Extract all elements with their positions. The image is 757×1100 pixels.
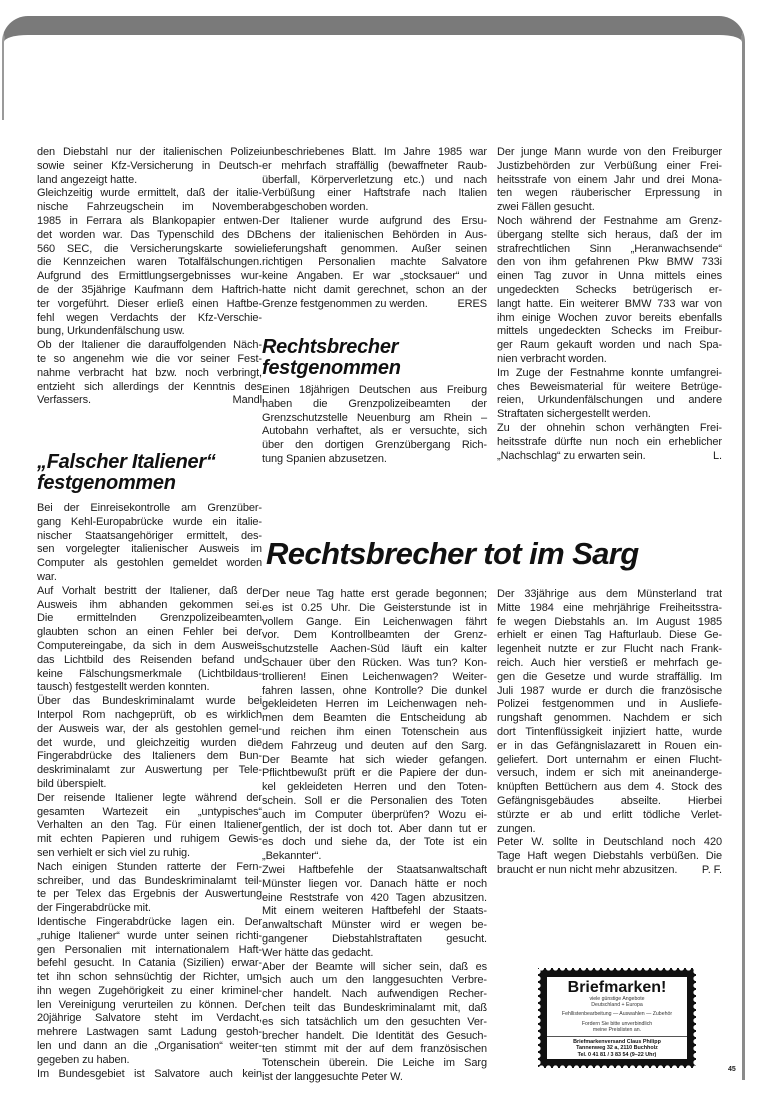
text-line: Der junge Mann wurde von den Freiburger [497,146,722,158]
paragraph [37,861,262,916]
text-line: keine Fälschungsmerkmale (Lichtbildaus- [37,667,262,680]
text-line: fe wegen Diebstahls an. Im August 1985 [497,615,722,628]
ad-title: Briefmarken! [567,979,667,996]
text-line: fahren lassen, ohne Kontrolle? Die dunkel [262,684,487,697]
text-line: es ist 0.25 Uhr. Die Geisterstunde ist in [262,601,487,614]
text-line: nische Fahrzeugschein im November [37,201,262,214]
text-line: der Ausweis war, der als gestohlen gemel- [37,722,262,735]
text-line: Auf Vorhalt bestritt der Italiener, daß der [37,584,262,597]
text-line: braucht er nun nicht mehr abzusitzen. [497,863,678,876]
text-line-with-signature [262,298,487,312]
text-line: vollem Gange. Ein Leichenwagen fährt [262,615,487,628]
text-line: Der neue Tag hatte erst gerade begonnen; [262,588,487,600]
text-line: „ruhige Italiener“ wurde unter seinen richti- [37,929,262,942]
text-line: fehl wegen Verdachts der Kfz-Verschie- [37,311,262,324]
text-line: schein. Soll er die Personalien des Toten [262,794,487,807]
text-line: tausch) festgestellt werden konnten. [37,681,210,694]
text-line: ten wegen räuberischer Erpressung in [497,187,722,200]
text-line: bung, Urkundenfälschung usw. [37,325,185,338]
text-line: abgeschoben worden. [262,201,369,214]
text-line: de der 35jährige Kaufmann dem Haftrich- [37,283,262,296]
text-line: deskriminalamt zur Auswertung per Tele- [37,764,262,777]
text-line: Gefängnisgebäudes abseilte. Hierbei [497,794,722,807]
text-line: Schauer über den Rücken. Was tun? Kon- [262,656,487,669]
paragraph [37,1068,262,1082]
text-line-with-signature [37,394,262,408]
text-line: gangener Diebstahlstraftaten gesucht. [262,932,487,945]
text-line: die Kennzeichen waren Totalfälschungen. [37,256,262,269]
text-line: Gleichzeitig wurde ermittelt, daß der italie- [37,187,262,200]
text-line: Bei der Einreisekontrolle am Grenzüber- [37,502,262,514]
text-line: Zwei Haftbefehle der Staatsanwaltschaft [262,863,487,876]
text-line: den Diebstahl nur der italienischen Polizei [37,146,262,158]
text-line: Einen 18jährigen Deutschen aus Freiburg [262,384,487,396]
text-line: Der Italiener wurde aufgrund des Ersu- [262,214,487,227]
paragraph [262,961,487,1085]
text-line: Mit einem weiteren Haftbefehl der Staats- [262,905,487,918]
author-signature: Mandl [232,394,262,407]
text-line: Nach einigen Stunden ratterte der Fern- [37,860,262,873]
text-line: entzieht sich allerdings der Kenntnis des [37,380,262,393]
text-line: Verhalten an den Tag. Für einen Italiener [37,819,262,832]
advertisement-content [547,977,687,1059]
ad-line: Fordern Sie bitte unverbindlich [581,1020,653,1027]
text-line: reien, Urkundenfälschungen und andere [497,394,722,407]
frame-fade [0,120,8,1100]
text-line: Im Bundesgebiet ist Salvatore auch kein [37,1067,262,1080]
paragraph [497,367,722,422]
text-line: Zu der ohnehin schon verhängten Frei- [497,421,722,434]
text-line: dem Fahrzeug und deuten auf den Sarg. [262,739,487,752]
text-line: „Nachschlag“ zu erwarten sein. [497,449,646,462]
headline-falscher-italiener [37,452,216,494]
headline-line-2: festgenommen [262,357,401,379]
text-line: Grenzschutzstelle Neuenburg am Rhein – [262,411,487,424]
text-line: brecher handelt. Die Identität des Gesuch- [262,1029,487,1042]
paragraph [497,146,722,215]
text-line: land angezeigt hatte. [37,173,138,186]
paragraph [262,215,487,312]
text-line: Computer als gestohlen gemeldet worden [37,557,262,570]
author-signature: L. [713,449,722,462]
headline-line-1: Rechtsbrecher [262,336,399,358]
stamp-perforation-left [535,968,541,1068]
text-line: heitsstrafe von einem Jahr und drei Mona- [497,173,722,186]
text-line: er in das Gefängnislazarett in Rouen ein- [497,739,722,752]
text-line: ches Beweismaterial für weitere Betrüge- [497,380,722,393]
stamp-advertisement [538,968,696,1068]
text-line: sen verhielt er sich viel zu ruhig. [37,846,191,859]
rechtsbrecher-festgenommen-body-mid [262,384,487,467]
text-line: Computereingabe, da sich in dem Ausweis [37,639,262,652]
text-line: ten stimmt mit der auf dem französischen [262,1043,487,1056]
headline-tot-im-sarg: Rechtsbrecher tot im Sarg [266,536,639,571]
text-line: schutzstelle Aachen-Süd läuft ein kalter [262,643,487,656]
text-line: gang Kehl-Europabrücke wurde ein italie- [37,515,262,528]
text-line: mit echten Papieren und ruhigem Gewis- [37,833,262,846]
text-line: Der reisende Italiener legte während der [37,791,262,804]
paragraph [262,588,487,864]
text-line: gentlich, der ist doch tot. Aber dann tut er [262,822,487,835]
text-line: unbeschriebenes Blatt. Im Jahre 1985 war [262,146,487,158]
text-line: Die ermittelnden Grenzpolizeibeamten [37,612,262,625]
text-line: erhielt er einen Tag Hafturlaub. Diese Ge- [497,629,722,642]
text-line: kel gekleideten Herren und den Toten- [262,781,487,794]
text-line: Straftaten sichergestellt werden. [497,408,651,421]
ad-address: Tannenweg 32 a, 2110 Buchholz [576,1045,658,1052]
paragraph [497,836,722,877]
text-line: men dem Beamten die Entscheidung ab [262,712,487,725]
text-line: Autobahn verhaftet, als er versuchte, sich [262,425,487,438]
text-line: Verbüßung einer Haftstrafe nach Italien [262,187,487,200]
text-line: Im Zuge der Festnahme konnte umfangrei- [497,366,722,379]
text-line: nischer Staatsangehöriger ermittelt, des- [37,529,262,542]
stamp-perforation-right [693,968,699,1068]
text-line: Tage Haft wegen Diebstahls verbüßen. Die [497,850,722,863]
paragraph [497,422,722,463]
text-line: über den dortigen Grenzübergang Rich- [262,439,487,452]
text-line: den von ihm gefahrenen Pkw BMW 733i [497,256,722,269]
text-line: Ob der Italiener die darauffolgenden Näch- [37,339,262,352]
text-line: Aufgrund des Ermittlungsergebnisses wur- [37,270,262,283]
text-line: gegeben zu haben. [37,1053,130,1066]
text-line: schreiber, und das Bundeskriminalamt teil- [37,874,262,887]
text-line: te per Telex das Ergebnis der Auswertung [37,888,262,901]
paragraph [37,146,262,187]
text-line: eine Reststrafe von 420 Tagen abzusitzen. [262,891,487,904]
paragraph [37,187,262,339]
text-line: gen die Gesetze und wurde straffällig. Im [497,670,722,683]
text-line: Mitte 1984 eine mehrjährige Freiheitsstra- [497,601,722,614]
paragraph [37,695,262,792]
text-line: te so angenehm wie die vor seiner Fest- [37,352,262,365]
text-line: Fingerabdrücke des Italieners dem Bun- [37,750,262,763]
paragraph [262,864,487,961]
text-line: mehrere Lastwagen samt Ladung gestoh- [37,1026,262,1039]
text-line: vor. Dem Kontrollbeamten der Grenz- [262,629,487,642]
text-line: knüpften Bettüchern aus dem 4. Stock des [497,781,722,794]
text-line: und reichen ihm einen Totenschein aus [262,725,487,738]
text-line-with-signature [497,864,722,878]
paragraph [37,502,262,585]
falscher-italiener-body-mid [262,146,487,312]
paragraph [37,339,262,408]
text-line: 1985 in Ferrara als Blankopapier entwen- [37,214,262,227]
ad-divider [547,1036,687,1037]
ad-company: Briefmarkenversand Claus Philipp [573,1039,661,1046]
text-line: 20jährige Salvatore steht im Verdacht, [37,1012,262,1025]
text-line: rungshaft genommen. Nachdem er sich [497,712,722,725]
text-line: det wurde, und gleichzeitig wurden die [37,736,262,749]
text-line-with-signature [497,450,722,464]
text-line: glaubten schon an einen Fehler bei der [37,626,262,639]
text-line: versuch, indem er sich mit aneinanderge- [497,767,722,780]
text-line: Verfassers. [37,394,91,407]
text-line: ihm einige Wochen zuvor bereits ebenfalls [497,311,722,324]
text-line: ger Raum gekauft worden und nach Spa- [497,339,722,352]
paragraph [497,215,722,367]
text-line: mittels ungedeckten Schecks im Freibur- [497,325,722,338]
text-line: ist der langgesuchte Peter W. [262,1070,403,1083]
text-line: zwei Fällen gesucht. [497,201,595,214]
text-line: übergang stellte sich heraus, daß der im [497,228,722,241]
text-line: lieferungshaft genommen. Außer seinen [262,242,487,255]
text-line: Münster liegen vor. Danach hätte er noch [262,877,487,890]
text-line: reich. Auch hier verstieß er mehrfach ge- [497,656,722,669]
paragraph [37,916,262,1068]
text-line: einen Tag zuvor in Unna mittels eines [497,270,722,283]
paragraph [262,146,487,215]
text-line: anwaltschaft Münster wird er wegen be- [262,919,487,932]
text-line: strafrechtlichen Sinn „Heranwachsende“ [497,242,722,255]
text-line: Der 33jährige aus dem Münsterland trat [497,588,722,600]
paragraph [262,384,487,467]
text-line: sich auch um den langgesuchten Verbre- [262,974,487,987]
falscher-italiener-body-left [37,502,262,1081]
author-signature: ERES [457,297,487,310]
text-line: len und dann an die „Organisation“ weiter- [37,1040,262,1053]
text-line: tet ihn schon sehnsüchtig der Richter, um [37,971,262,984]
text-line: Aber der Beamte will sicher sein, daß es [262,960,487,973]
text-line: gen Personalien mit internationalem Haft- [37,943,262,956]
text-line: der Fingerabdrücke mit. [37,902,151,915]
text-line: Identische Fingerabdrücke lagen ein. Der [37,915,262,928]
text-line: Grenze festgenommen zu werden. [262,297,428,310]
text-line: keine Angaben. Er war „stocksauer“ und [262,270,487,283]
text-line: Über das Bundeskriminalamt wurde bei [37,695,262,708]
ad-line: meine Preislisten an. [592,1026,642,1033]
headline-line-2: festgenommen [37,472,176,494]
text-line: tung Spanien abzusetzen. [262,452,387,465]
text-line: geliefert. Dort unternahm er einen Flucht- [497,753,722,766]
text-line: haben die Grenzpolizeibeamten der [262,397,487,410]
text-line: hatte nicht damit gerechnet, schon an der [262,283,487,296]
text-line: Pflichtbewußt prüft er die Papiere der dun- [262,767,487,780]
paragraph [37,792,262,861]
text-line: Der Beamte hat sich wieder gefangen. [262,753,487,766]
text-line: chen teilt das Bundeskriminalamt mit, daß [262,1001,487,1014]
page-number: 45 [728,1066,736,1073]
rechtsbrecher-festgenommen-body-right [497,146,722,463]
text-line: Ausweis ihm abhanden gekommen sei. [37,598,262,611]
text-line: trollieren! Einen Leichenwagen? Weiter- [262,670,487,683]
text-line: richtigen Personalien machte Salvatore [262,256,487,269]
text-line: Totenschein überein. Die Leiche im Sarg [262,1057,487,1070]
text-line: Peter W. sollte in Deutschland noch 420 [497,836,722,849]
text-line: es sich tatsächlich um den gesuchten Ver- [262,1015,487,1028]
text-line: stürzte er ab und erlitt tödliche Verlet- [497,808,722,821]
headline-line-1: „Falscher Italiener“ [37,451,216,473]
text-line: nien verbracht worden. [497,352,607,365]
text-line: „Bekannter“. [262,850,322,863]
text-line: gesamten Wartezeit ein „untypisches“ [37,805,262,818]
text-line: befehl gesucht. In Catania (Sizilien) erwar- [37,957,262,970]
author-signature: P. F. [701,863,722,876]
text-line: len Vereinigung verurteilen zu können. Der [37,998,262,1011]
paragraph [497,588,722,836]
ad-phone: Tel. 0 41 81 / 3 83 54 (9–22 Uhr) [577,1051,657,1058]
text-line: Interpol Rom nachgeprüft, ob es wirklich [37,708,262,721]
stamp-perforation-bottom [538,1065,696,1071]
text-line: cher handelt. Nach aufwendigen Recher- [262,988,487,1001]
stamp-perforation-top [538,965,696,971]
text-line: es doch und siehe da, der Tote ist ein [262,836,487,849]
text-line: ter vorgeführt. Dieser erließ einen Haftbe- [37,297,262,310]
text-line: bild überspielt. [37,777,107,790]
text-line: legenheit nutzte er zur Flucht nach Frank- [497,643,722,656]
text-line: Noch während der Festnahme am Grenz- [497,214,722,227]
headline-rechtsbrecher-festgenommen [262,337,401,379]
text-line: er mehrfach straffällig (bewaffneter Raub- [262,159,487,172]
falscher-italiener-continuation [37,146,262,408]
text-line: war. [37,570,57,583]
text-line: auch im Computer überprüfen? Wozu ei- [262,808,487,821]
text-line: sen vorgelegter italienischer Ausweis im [37,543,262,556]
text-line: das Lichtbild des Reisenden befand und [37,653,262,666]
text-line: ungedeckten Schecks betrügerisch er- [497,283,722,296]
ad-line: Fehllistenbearbeitung — Auswahlen — Zubehör [561,1011,673,1018]
text-line: chens der italienischen Behörden in Aus- [262,228,487,241]
text-line: sowie seiner Kfz-Versicherung in Deutsch- [37,159,262,172]
text-line: det worden war. Das Typenschild des DB [37,228,262,241]
ad-line: viele günstige Angebote [589,996,645,1002]
text-line: dort Tintenflüssigkeit injiziert hatte, wurde [497,725,722,738]
text-line: Wer hätte das gedacht. [262,946,374,959]
paragraph [37,585,262,695]
tot-im-sarg-body-right [497,588,722,878]
ad-line: Deutschland + Europa [591,1002,643,1009]
text-line: langt hatte. Ein weiterer BMW 733 war von [497,297,722,310]
text-line: 560 SEC, die Versicherungskarte sowie [37,242,262,255]
tot-im-sarg-body-mid [262,588,487,1085]
text-line: Polizei festgenommen und in Ausliefe- [497,698,722,711]
text-line: gekleideten Herren im Leichenwagen neh- [262,698,487,711]
text-line: Juli 1987 wurde er durch die französische [497,684,722,697]
text-line: nahme verbracht hat bzw. noch verbringt, [37,366,262,379]
text-line: Justizbehörden zur Verbüßung einer Frei- [497,159,722,172]
text-line: überfall, Körperverletzung etc.) und nach [262,173,487,186]
text-line: ihn wegen Zugehörigkeit zu einer kriminel- [37,984,262,997]
text-line: zungen. [497,822,536,835]
text-line: heitsstrafe dürfte nun noch ein erheblicher [497,435,722,448]
